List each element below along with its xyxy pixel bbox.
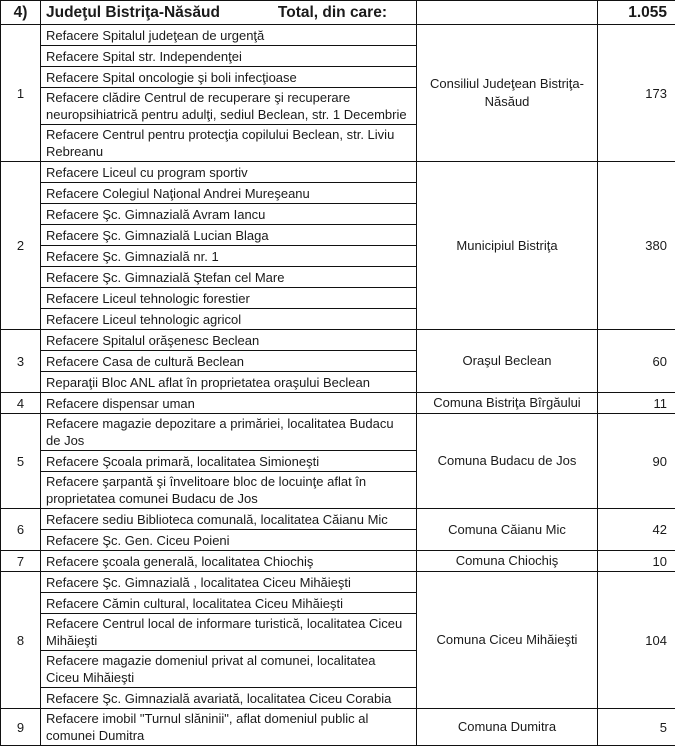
beneficiary: Municipiul Bistriţa: [417, 162, 598, 330]
table-row: [1, 393, 675, 414]
row-number: 7: [1, 551, 41, 572]
work-description: Refacere Casa de cultură Beclean: [41, 351, 417, 372]
work-description: Refacere Şc. Gimnazială Ştefan cel Mare: [41, 267, 417, 288]
county-name: Judeţul Bistriţa-Năsăud: [46, 4, 220, 21]
row-number: 2: [1, 162, 41, 330]
allocated-amount: 60: [598, 330, 675, 393]
beneficiary: Comuna Dumitra: [417, 709, 598, 746]
work-description: Refacere imobil "Turnul slăninii", aflat domeniul public al comunei Dumitra: [41, 709, 417, 746]
work-description: Refacere Liceul tehnologic forestier: [41, 288, 417, 309]
work-description: Refacere Şc. Gimnazială , localitatea Ciceu Mihăieşti: [41, 572, 417, 593]
allocated-amount: 5: [598, 709, 675, 746]
work-description: Refacere şcoala generală, localitatea Chiochiş: [41, 551, 417, 572]
work-description: Refacere Cămin cultural, localitatea Ciceu Mihăieşti: [41, 593, 417, 614]
table-row: [1, 162, 675, 183]
work-description: Refacere Colegiul Naţional Andrei Mureşeanu: [41, 183, 417, 204]
allocated-amount: 10: [598, 551, 675, 572]
allocated-amount: 173: [598, 25, 675, 162]
allocated-amount: 380: [598, 162, 675, 330]
table-row: [1, 551, 675, 572]
work-description: Refacere magazie depozitare a primăriei, localitatea Budacu de Jos: [41, 414, 417, 451]
allocated-amount: 90: [598, 414, 675, 509]
work-description: Refacere Spitalul orăşenesc Beclean: [41, 330, 417, 351]
row-number: 5: [1, 414, 41, 509]
work-description: Refacere Şc. Gimnazială Avram Iancu: [41, 204, 417, 225]
beneficiary: Comuna Chiochiş: [417, 551, 598, 572]
county-title-cell: [41, 1, 417, 25]
allocated-amount: 42: [598, 509, 675, 551]
work-description: Refacere şarpantă şi învelitoare bloc de locuinţe aflat în proprietatea comunei Budacu de Jos: [41, 472, 417, 509]
work-description: Refacere Liceul cu program sportiv: [41, 162, 417, 183]
work-description: Refacere sediu Biblioteca comunală, localitatea Căianu Mic: [41, 509, 417, 530]
table-row: [1, 509, 675, 530]
beneficiary: Consiliul Judeţean Bistriţa-Năsăud: [417, 25, 598, 162]
work-description: Refacere Şc. Gimnazială avariată, localitatea Ciceu Corabia: [41, 688, 417, 709]
beneficiary: Comuna Căianu Mic: [417, 509, 598, 551]
row-number: 3: [1, 330, 41, 393]
work-description: Refacere dispensar uman: [41, 393, 417, 414]
table-row: [1, 414, 675, 451]
beneficiary: Comuna Budacu de Jos: [417, 414, 598, 509]
total-label: Total, din care:: [277, 4, 387, 21]
allocated-amount: 11: [598, 393, 675, 414]
work-description: Refacere Şc. Gimnazială Lucian Blaga: [41, 225, 417, 246]
work-description: Refacere Centrul local de informare turistică, localitatea Ciceu Mihăieşti: [41, 614, 417, 651]
beneficiary: Oraşul Beclean: [417, 330, 598, 393]
work-description: Reparaţii Bloc ANL aflat în proprietatea oraşului Beclean: [41, 372, 417, 393]
work-description: Refacere Spital str. Independenţei: [41, 46, 417, 67]
row-number: 9: [1, 709, 41, 746]
work-description: Refacere Spitalul judeţean de urgenţă: [41, 25, 417, 46]
table-row: [1, 572, 675, 593]
work-description: Refacere Şcoala primară, localitatea Simioneşti: [41, 451, 417, 472]
work-description: Refacere Centrul pentru protecţia copilului Beclean, str. Liviu Rebreanu: [41, 125, 417, 162]
beneficiary: Comuna Ciceu Mihăieşti: [417, 572, 598, 709]
work-description: Refacere Liceul tehnologic agricol: [41, 309, 417, 330]
row-number: 1: [1, 25, 41, 162]
work-description: Refacere Spital oncologie şi boli infecţioase: [41, 67, 417, 88]
empty-beneficiary-cell: [417, 1, 598, 25]
row-number: 8: [1, 572, 41, 709]
table-row: [1, 25, 675, 46]
row-number: 4: [1, 393, 41, 414]
beneficiary: Comuna Bistriţa Bîrgăului: [417, 393, 598, 414]
work-description: Refacere Şc. Gimnazială nr. 1: [41, 246, 417, 267]
work-description: Refacere clădire Centrul de recuperare şi recuperare neuropsihiatrică pentru adulţi, sediul Beclean, str. 1 Decembrie: [41, 88, 417, 125]
table-row: [1, 330, 675, 351]
work-description: Refacere Şc. Gen. Ciceu Poieni: [41, 530, 417, 551]
allocated-amount: 104: [598, 572, 675, 709]
county-header-row: [1, 1, 675, 25]
total-value: 1.055: [598, 1, 675, 25]
work-description: Refacere magazie domeniul privat al comunei, localitatea Ciceu Mihăieşti: [41, 651, 417, 688]
table-row: [1, 709, 675, 746]
county-index: 4): [1, 1, 41, 25]
row-number: 6: [1, 509, 41, 551]
